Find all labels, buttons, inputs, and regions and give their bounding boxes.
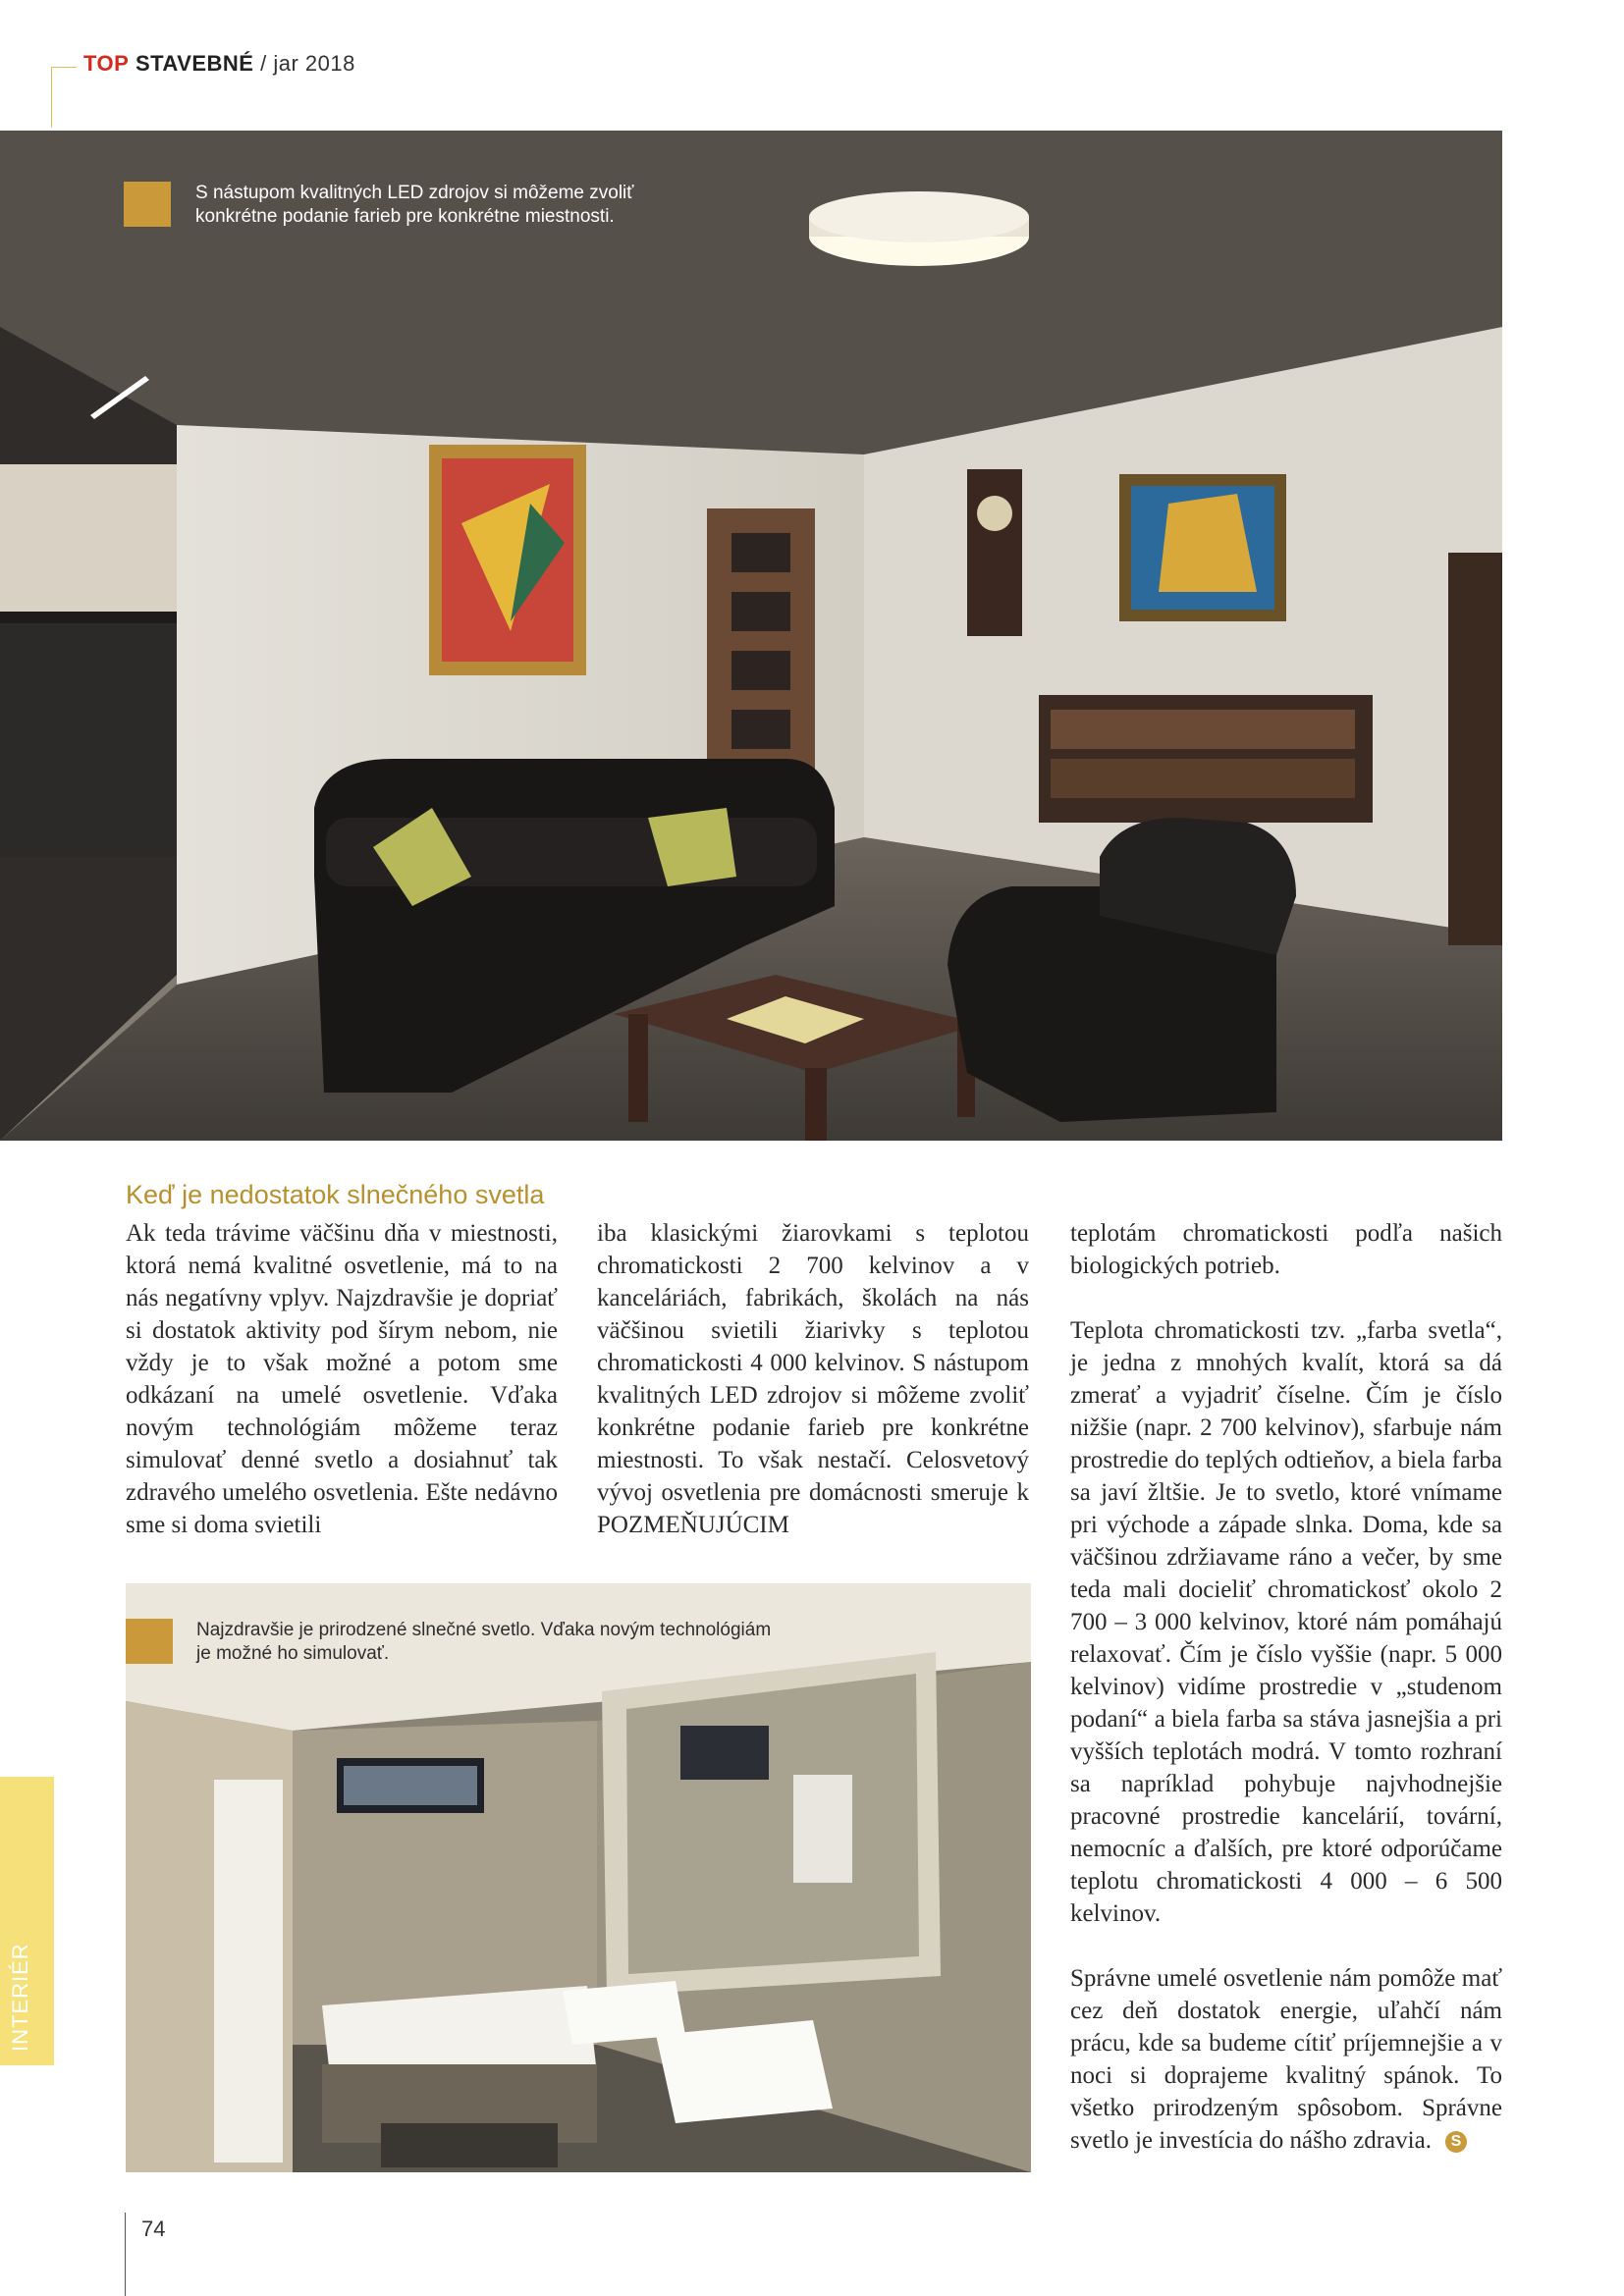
photo1-caption-line2: konkrétne podanie farieb pre konkrétne miestnosti.	[195, 206, 615, 227]
header-separator: /	[260, 51, 267, 76]
brand-name: STAVEBNÉ	[135, 51, 254, 76]
section-tab-label: INTERIÉR	[8, 1943, 32, 2052]
header-rule-horizontal	[51, 67, 77, 68]
bathroom-photo	[126, 1583, 1031, 2172]
article-column-3	[1070, 1217, 1502, 2157]
article-column-2	[597, 1217, 1029, 1541]
section-heading: Keď je nedostatok slnečného svetla	[126, 1180, 545, 1209]
caption-marker	[124, 182, 171, 227]
article-end-icon: S	[1445, 2131, 1467, 2153]
col2-text: iba klasickými žiarovkami s teplotou chromatickosti 2 700 kelvinov a v kanceláriách, fabrikách, školách na nás väčšinou svietili žiarivky s teplotou chromatickosti 4 000 kelvinov. S nástupom kvalitných LED zdrojov si môžeme zvoliť konkrétne podanie farieb pre konkrétne miestnosti. To však nestačí. Celosvetový vývoj osvetlenia pre domácnosti smeruje k POZMEŇUJÚCIM	[597, 1220, 1029, 1538]
living-room-photo	[0, 131, 1502, 1141]
header-rule-vertical	[51, 67, 52, 128]
photo1-caption-line1: S nástupom kvalitných LED zdrojov si môžeme zvoliť	[195, 183, 634, 203]
brand-top: TOP	[83, 51, 130, 76]
page-number: 74	[141, 2216, 166, 2241]
issue-label: jar 2018	[273, 51, 355, 76]
footer-rule	[125, 2213, 126, 2296]
photo2-caption	[196, 1619, 771, 1666]
photo1-caption	[195, 182, 633, 229]
photo2-caption-line1: Najzdravšie je prirodzené slnečné svetlo. Vďaka novým technológiám	[196, 1620, 772, 1640]
caption-marker	[126, 1619, 173, 1664]
article-column-1	[126, 1217, 558, 1541]
col3-paragraph-3	[1070, 1962, 1502, 2157]
col3-paragraph-1: teplotám chromatickosti podľa našich biologických potrieb.	[1070, 1220, 1502, 1279]
running-header	[83, 51, 355, 77]
col3-paragraph-3-text: Správne umelé osvetlenie nám pomôže mať cez deň dostatok energie, uľahčí nám prácu, kde sa budeme cítiť príjemnejšie a v noci si doprajeme kvalitný spánok. To všetko prirodzeným spôsobom. Správne svetlo je investícia do nášho zdravia.	[1070, 1965, 1502, 2154]
col3-paragraph-2: Teplota chromatickosti tzv. „farba svetla“, je jedna z mnohých kvalít, ktorá sa dá zmerať a vyjadriť číselne. Čím je číslo nižšie (napr. 2 700 kelvinov), sfarbuje nám prostredie do teplých odtieňov, a biela farba sa javí žltšie. Je to svetlo, ktoré vnímame pri východe a západe slnka. Doma, kde sa väčšinou zdržiavame ráno a večer, by sme teda mali docieliť chromatickosť okolo 2 700 – 3 000 kelvinov, ktoré nám pomáhajú relaxovať. Čím je číslo vyššie (napr. 5 000 kelvinov) vidíme prostredie v „studenom podaní“ a biela farba sa stáva jasnejšia a pri vyšších teplotách modrá. V tomto rozhraní sa napríklad pohybuje najvhodnejšie pracovné prostredie kancelárií, tovární, nemocníc a ďalších, pre ktoré odporúčame teplotu chromatickosti 4 000 – 6 500 kelvinov.	[1070, 1317, 1502, 1927]
photo2-caption-line2: je možné ho simulovať.	[196, 1643, 390, 1664]
col1-text: Ak teda trávime väčšinu dňa v miestnosti, ktorá nemá kvalitné osvetlenie, má to na nás negatívny vplyv. Najzdravšie je dopriať si dostatok aktivity pod šírym nebom, nie vždy je to však možné a potom sme odkázaní na umelé osvetlenie. Vďaka novým technológiám môžeme teraz simulovať denné svetlo a dosiahnuť tak zdravého umelého osvetlenia. Ešte nedávno sme si doma svietili	[126, 1220, 558, 1538]
